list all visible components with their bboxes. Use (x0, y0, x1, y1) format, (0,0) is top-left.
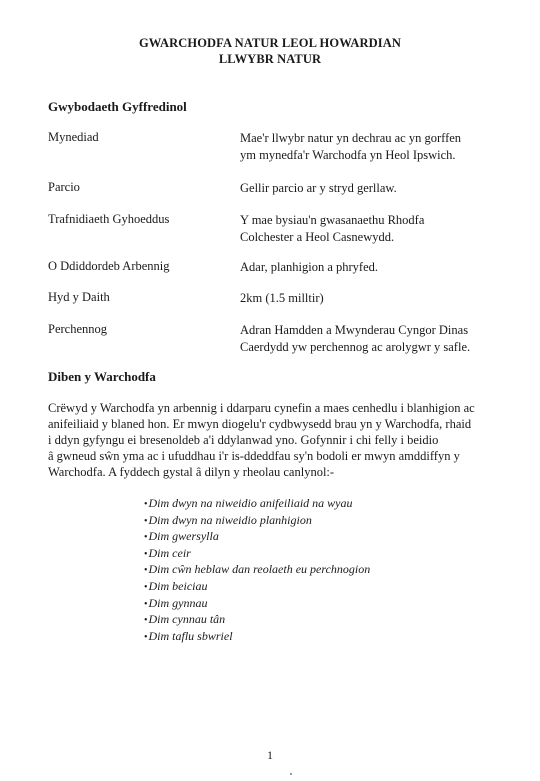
document-subtitle: LLWYBR NATUR (218, 52, 322, 66)
purpose-heading: Diben y Warchodfa (48, 369, 156, 384)
rule-item: • Dim taflu sbwriel (144, 629, 370, 646)
paragraph-line: i ddyn gyfyngu ei bresenoldeb a'i ddylanwad yno. Gofynnir i chi felly i beidio (48, 433, 439, 447)
document-title: GWARCHODFA NATUR LEOL HOWARDIAN (138, 36, 402, 50)
scan-speck (290, 773, 292, 775)
rule-item: • Dim gynnau (144, 596, 370, 613)
access-value (240, 130, 461, 164)
parking-value-line: Gellir parcio ar y stryd gerllaw. (240, 181, 397, 195)
public-transport-label: Trafnidiaeth Gyhoeddus (48, 212, 170, 226)
rules-list (144, 496, 370, 645)
rule-item: • Dim cŵn heblaw dan reolaeth eu perchnogion (144, 562, 370, 579)
special-interest-label: O Ddiddordeb Arbennig (48, 259, 170, 273)
rule-item: • Dim dwyn na niweidio planhigion (144, 513, 370, 530)
public-transport-value-line: Y mae bysiau'n gwasanaethu Rhodfa (240, 213, 425, 227)
purpose-paragraph (48, 400, 503, 480)
special-interest-value (240, 259, 378, 276)
access-value-line: Mae'r llwybr natur yn dechrau ac yn gorffen (240, 131, 462, 145)
parking-value (240, 180, 397, 197)
rule-item: • Dim cynnau tân (144, 612, 370, 629)
public-transport-value-line: Colchester a Heol Casnewydd. (240, 230, 395, 244)
rule-item: • Dim beiciau (144, 579, 370, 596)
walk-length-label: Hyd y Daith (48, 290, 110, 304)
paragraph-line: anifeiliaid y blaned hon. Er mwyn diogelu'r cydbwysedd brau yn y Warchodfa, rhaid (48, 417, 472, 431)
access-label: Mynediad (48, 130, 99, 144)
owner-value (240, 322, 470, 356)
walk-length-value-line: 2km (1.5 milltir) (240, 291, 324, 305)
parking-label: Parcio (48, 180, 80, 194)
paragraph-line: Warchodfa. A fyddech gystal â dilyn y rheolau canlynol:- (48, 465, 335, 479)
general-info-heading: Gwybodaeth Gyffredinol (48, 99, 187, 114)
special-interest-value-line: Adar, planhigion a phryfed. (240, 260, 379, 274)
owner-label: Perchennog (48, 322, 108, 336)
paragraph-line: â gwneud sŵn yma ac i ufuddhau i'r is-ddeddfau sy'n bodoli er mwyn amddiffyn y (48, 449, 460, 463)
access-value-line: ym mynedfa'r Warchodfa yn Heol Ipswich. (240, 148, 456, 162)
rule-item: • Dim ceir (144, 546, 370, 563)
rule-item: • Dim dwyn na niweidio anifeiliaid na wyau (144, 496, 370, 513)
owner-value-line: Caerdydd yw perchennog ac arolygwr y safle. (240, 340, 471, 354)
walk-length-value (240, 290, 324, 307)
owner-value-line: Adran Hamdden a Mwynderau Cyngor Dinas (240, 323, 469, 337)
page-number: 1 (267, 748, 273, 762)
public-transport-value (240, 212, 424, 246)
rule-item: • Dim gwersylla (144, 529, 370, 546)
paragraph-line: Crëwyd y Warchodfa yn arbennig i ddarparu cynefin a maes cenhedlu i blanhigion ac (48, 401, 475, 415)
